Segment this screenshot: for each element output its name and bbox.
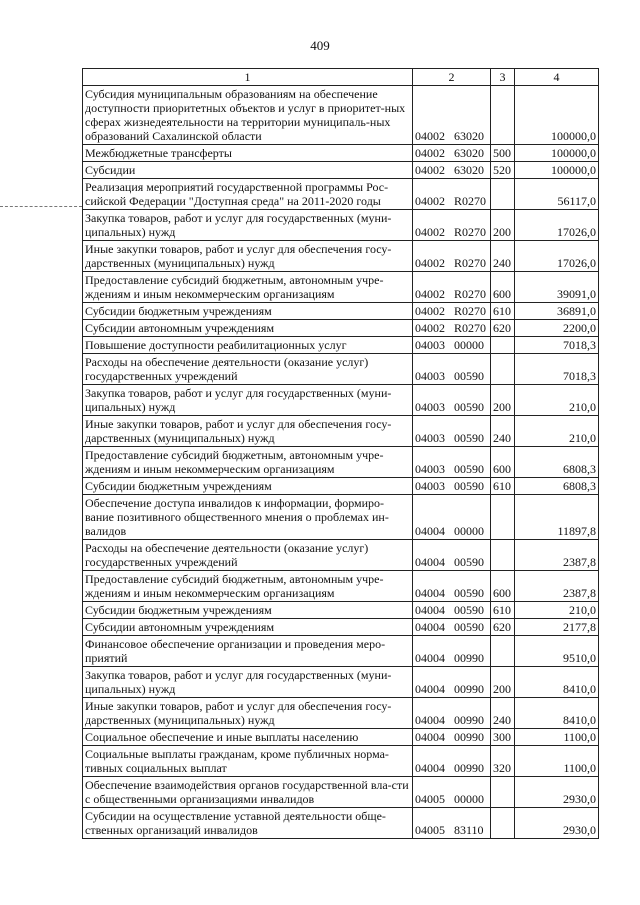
target-code-cell: 04002 63020 [413,162,491,179]
table-row [83,602,599,619]
amount-cell: 210,0 [515,602,599,619]
table-row [83,416,599,447]
amount-cell: 1100,0 [515,746,599,777]
expense-type-cell: 620 [491,619,515,636]
table-row [83,698,599,729]
expense-type-cell [491,179,515,210]
amount-cell: 2930,0 [515,777,599,808]
column-header-3: 3 [491,69,515,86]
table-header-row [83,69,599,86]
expense-type-cell [491,808,515,839]
table-row [83,808,599,839]
target-code-cell: 04004 00990 [413,698,491,729]
page-number: 409 [310,38,330,53]
expense-name-cell: Субсидии на осуществление уставной деятельности обще-ственных организаций инвалидов [83,808,413,839]
expense-name-cell: Реализация мероприятий государственной программы Рос-сийской Федерации "Доступная среда" на 2011-2020 годы [83,179,413,210]
table-row [83,667,599,698]
target-code-cell: 04005 83110 [413,808,491,839]
expense-type-cell: 610 [491,303,515,320]
table-row [83,210,599,241]
table-row [83,145,599,162]
table-row [83,86,599,145]
amount-cell: 100000,0 [515,86,599,145]
table-row [83,571,599,602]
amount-cell: 8410,0 [515,698,599,729]
expense-name-cell: Предоставление субсидий бюджетным, автономным учре-ждениям и иным некоммерческим организациям [83,447,413,478]
expense-type-cell: 600 [491,272,515,303]
expense-type-cell: 600 [491,571,515,602]
expense-type-cell [491,337,515,354]
amount-cell: 100000,0 [515,162,599,179]
amount-cell: 7018,3 [515,337,599,354]
target-code-cell: 04002 63020 [413,145,491,162]
table-row [83,495,599,540]
target-code-cell: 04003 00590 [413,447,491,478]
target-code-cell: 04004 00000 [413,495,491,540]
amount-cell: 39091,0 [515,272,599,303]
table-row [83,746,599,777]
table-row [83,303,599,320]
expense-type-cell [491,540,515,571]
expense-name-cell: Субсидия муниципальным образованиям на обеспечение доступности приоритетных объектов и услуг в приоритет-ных сферах жизнедеятельности на территории муниципаль-ных образований Сахалинской области [83,86,413,145]
expense-name-cell: Финансовое обеспечение организации и проведения меро-приятий [83,636,413,667]
amount-cell: 9510,0 [515,636,599,667]
target-code-cell: 04005 00000 [413,777,491,808]
amount-cell: 1100,0 [515,729,599,746]
column-header-2: 2 [413,69,491,86]
amount-cell: 17026,0 [515,210,599,241]
expense-type-cell [491,495,515,540]
table-row [83,447,599,478]
table-row [83,478,599,495]
expense-type-cell: 240 [491,698,515,729]
budget-table [82,68,599,839]
expense-type-cell: 200 [491,210,515,241]
expense-type-cell: 500 [491,145,515,162]
target-code-cell: 04002 R0270 [413,303,491,320]
amount-cell: 2177,8 [515,619,599,636]
amount-cell: 8410,0 [515,667,599,698]
expense-name-cell: Социальное обеспечение и иные выплаты населению [83,729,413,746]
expense-name-cell: Обеспечение взаимодействия органов государственной вла-сти с общественными организациями инвалидов [83,777,413,808]
target-code-cell: 04003 00590 [413,385,491,416]
expense-type-cell [491,777,515,808]
target-code-cell: 04002 R0270 [413,210,491,241]
table-row [83,354,599,385]
expense-name-cell: Закупка товаров, работ и услуг для государственных (муни-ципальных) нужд [83,210,413,241]
expense-type-cell [491,354,515,385]
target-code-cell: 04004 00990 [413,746,491,777]
target-code-cell: 04003 00590 [413,478,491,495]
expense-name-cell: Субсидии бюджетным учреждениям [83,303,413,320]
expense-type-cell: 610 [491,602,515,619]
amount-cell: 17026,0 [515,241,599,272]
target-code-cell: 04004 00990 [413,636,491,667]
expense-type-cell: 240 [491,416,515,447]
amount-cell: 2387,8 [515,571,599,602]
target-code-cell: 04002 R0270 [413,179,491,210]
amount-cell: 6808,3 [515,478,599,495]
amount-cell: 7018,3 [515,354,599,385]
expense-name-cell: Субсидии автономным учреждениям [83,320,413,337]
amount-cell: 6808,3 [515,447,599,478]
target-code-cell: 04003 00590 [413,354,491,385]
expense-type-cell: 520 [491,162,515,179]
table-row [83,636,599,667]
expense-type-cell [491,636,515,667]
expense-name-cell: Повышение доступности реабилитационных услуг [83,337,413,354]
target-code-cell: 04004 00990 [413,667,491,698]
amount-cell: 100000,0 [515,145,599,162]
expense-name-cell: Иные закупки товаров, работ и услуг для обеспечения госу-дарственных (муниципальных) нужд [83,416,413,447]
expense-name-cell: Субсидии [83,162,413,179]
expense-name-cell: Субсидии бюджетным учреждениям [83,478,413,495]
expense-type-cell: 620 [491,320,515,337]
target-code-cell: 04003 00000 [413,337,491,354]
target-code-cell: 04004 00590 [413,571,491,602]
expense-name-cell: Расходы на обеспечение деятельности (оказание услуг) государственных учреждений [83,540,413,571]
expense-type-cell: 240 [491,241,515,272]
expense-type-cell [491,86,515,145]
amount-cell: 56117,0 [515,179,599,210]
target-code-cell: 04004 00590 [413,619,491,636]
table-body [83,86,599,839]
expense-type-cell: 600 [491,447,515,478]
amount-cell: 210,0 [515,385,599,416]
target-code-cell: 04003 00590 [413,416,491,447]
table-row [83,540,599,571]
expense-type-cell: 300 [491,729,515,746]
expense-name-cell: Расходы на обеспечение деятельности (оказание услуг) государственных учреждений [83,354,413,385]
amount-cell: 11897,8 [515,495,599,540]
expense-name-cell: Иные закупки товаров, работ и услуг для обеспечения госу-дарственных (муниципальных) нужд [83,698,413,729]
target-code-cell: 04004 00590 [413,602,491,619]
table-row [83,272,599,303]
target-code-cell: 04002 R0270 [413,320,491,337]
column-header-1: 1 [83,69,413,86]
table-row [83,241,599,272]
target-code-cell: 04002 R0270 [413,272,491,303]
expense-name-cell: Социальные выплаты гражданам, кроме публичных норма-тивных социальных выплат [83,746,413,777]
expense-type-cell: 200 [491,667,515,698]
table-row [83,179,599,210]
expense-name-cell: Иные закупки товаров, работ и услуг для обеспечения госу-дарственных (муниципальных) нужд [83,241,413,272]
target-code-cell: 04002 63020 [413,86,491,145]
expense-name-cell: Обеспечение доступа инвалидов к информации, формиро-вание позитивного общественного мнения о проблемах ин-валидов [83,495,413,540]
expense-name-cell: Закупка товаров, работ и услуг для государственных (муни-ципальных) нужд [83,667,413,698]
expense-type-cell: 320 [491,746,515,777]
table-row [83,385,599,416]
amount-cell: 36891,0 [515,303,599,320]
table-row [83,337,599,354]
target-code-cell: 04004 00990 [413,729,491,746]
table-row [83,729,599,746]
amount-cell: 2387,8 [515,540,599,571]
target-code-cell: 04002 R0270 [413,241,491,272]
amount-cell: 2930,0 [515,808,599,839]
expense-type-cell: 610 [491,478,515,495]
table-row [83,320,599,337]
expense-name-cell: Предоставление субсидий бюджетным, автономным учре-ждениям и иным некоммерческим организациям [83,571,413,602]
expense-type-cell: 200 [491,385,515,416]
expense-name-cell: Межбюджетные трансферты [83,145,413,162]
expense-name-cell: Субсидии автономным учреждениям [83,619,413,636]
scan-artifact-line [0,206,82,208]
expense-name-cell: Предоставление субсидий бюджетным, автономным учре-ждениям и иным некоммерческим организациям [83,272,413,303]
table-row [83,162,599,179]
expense-name-cell: Закупка товаров, работ и услуг для государственных (муни-ципальных) нужд [83,385,413,416]
amount-cell: 2200,0 [515,320,599,337]
target-code-cell: 04004 00590 [413,540,491,571]
table-row [83,777,599,808]
column-header-4: 4 [515,69,599,86]
table-row [83,619,599,636]
amount-cell: 210,0 [515,416,599,447]
expense-name-cell: Субсидии бюджетным учреждениям [83,602,413,619]
